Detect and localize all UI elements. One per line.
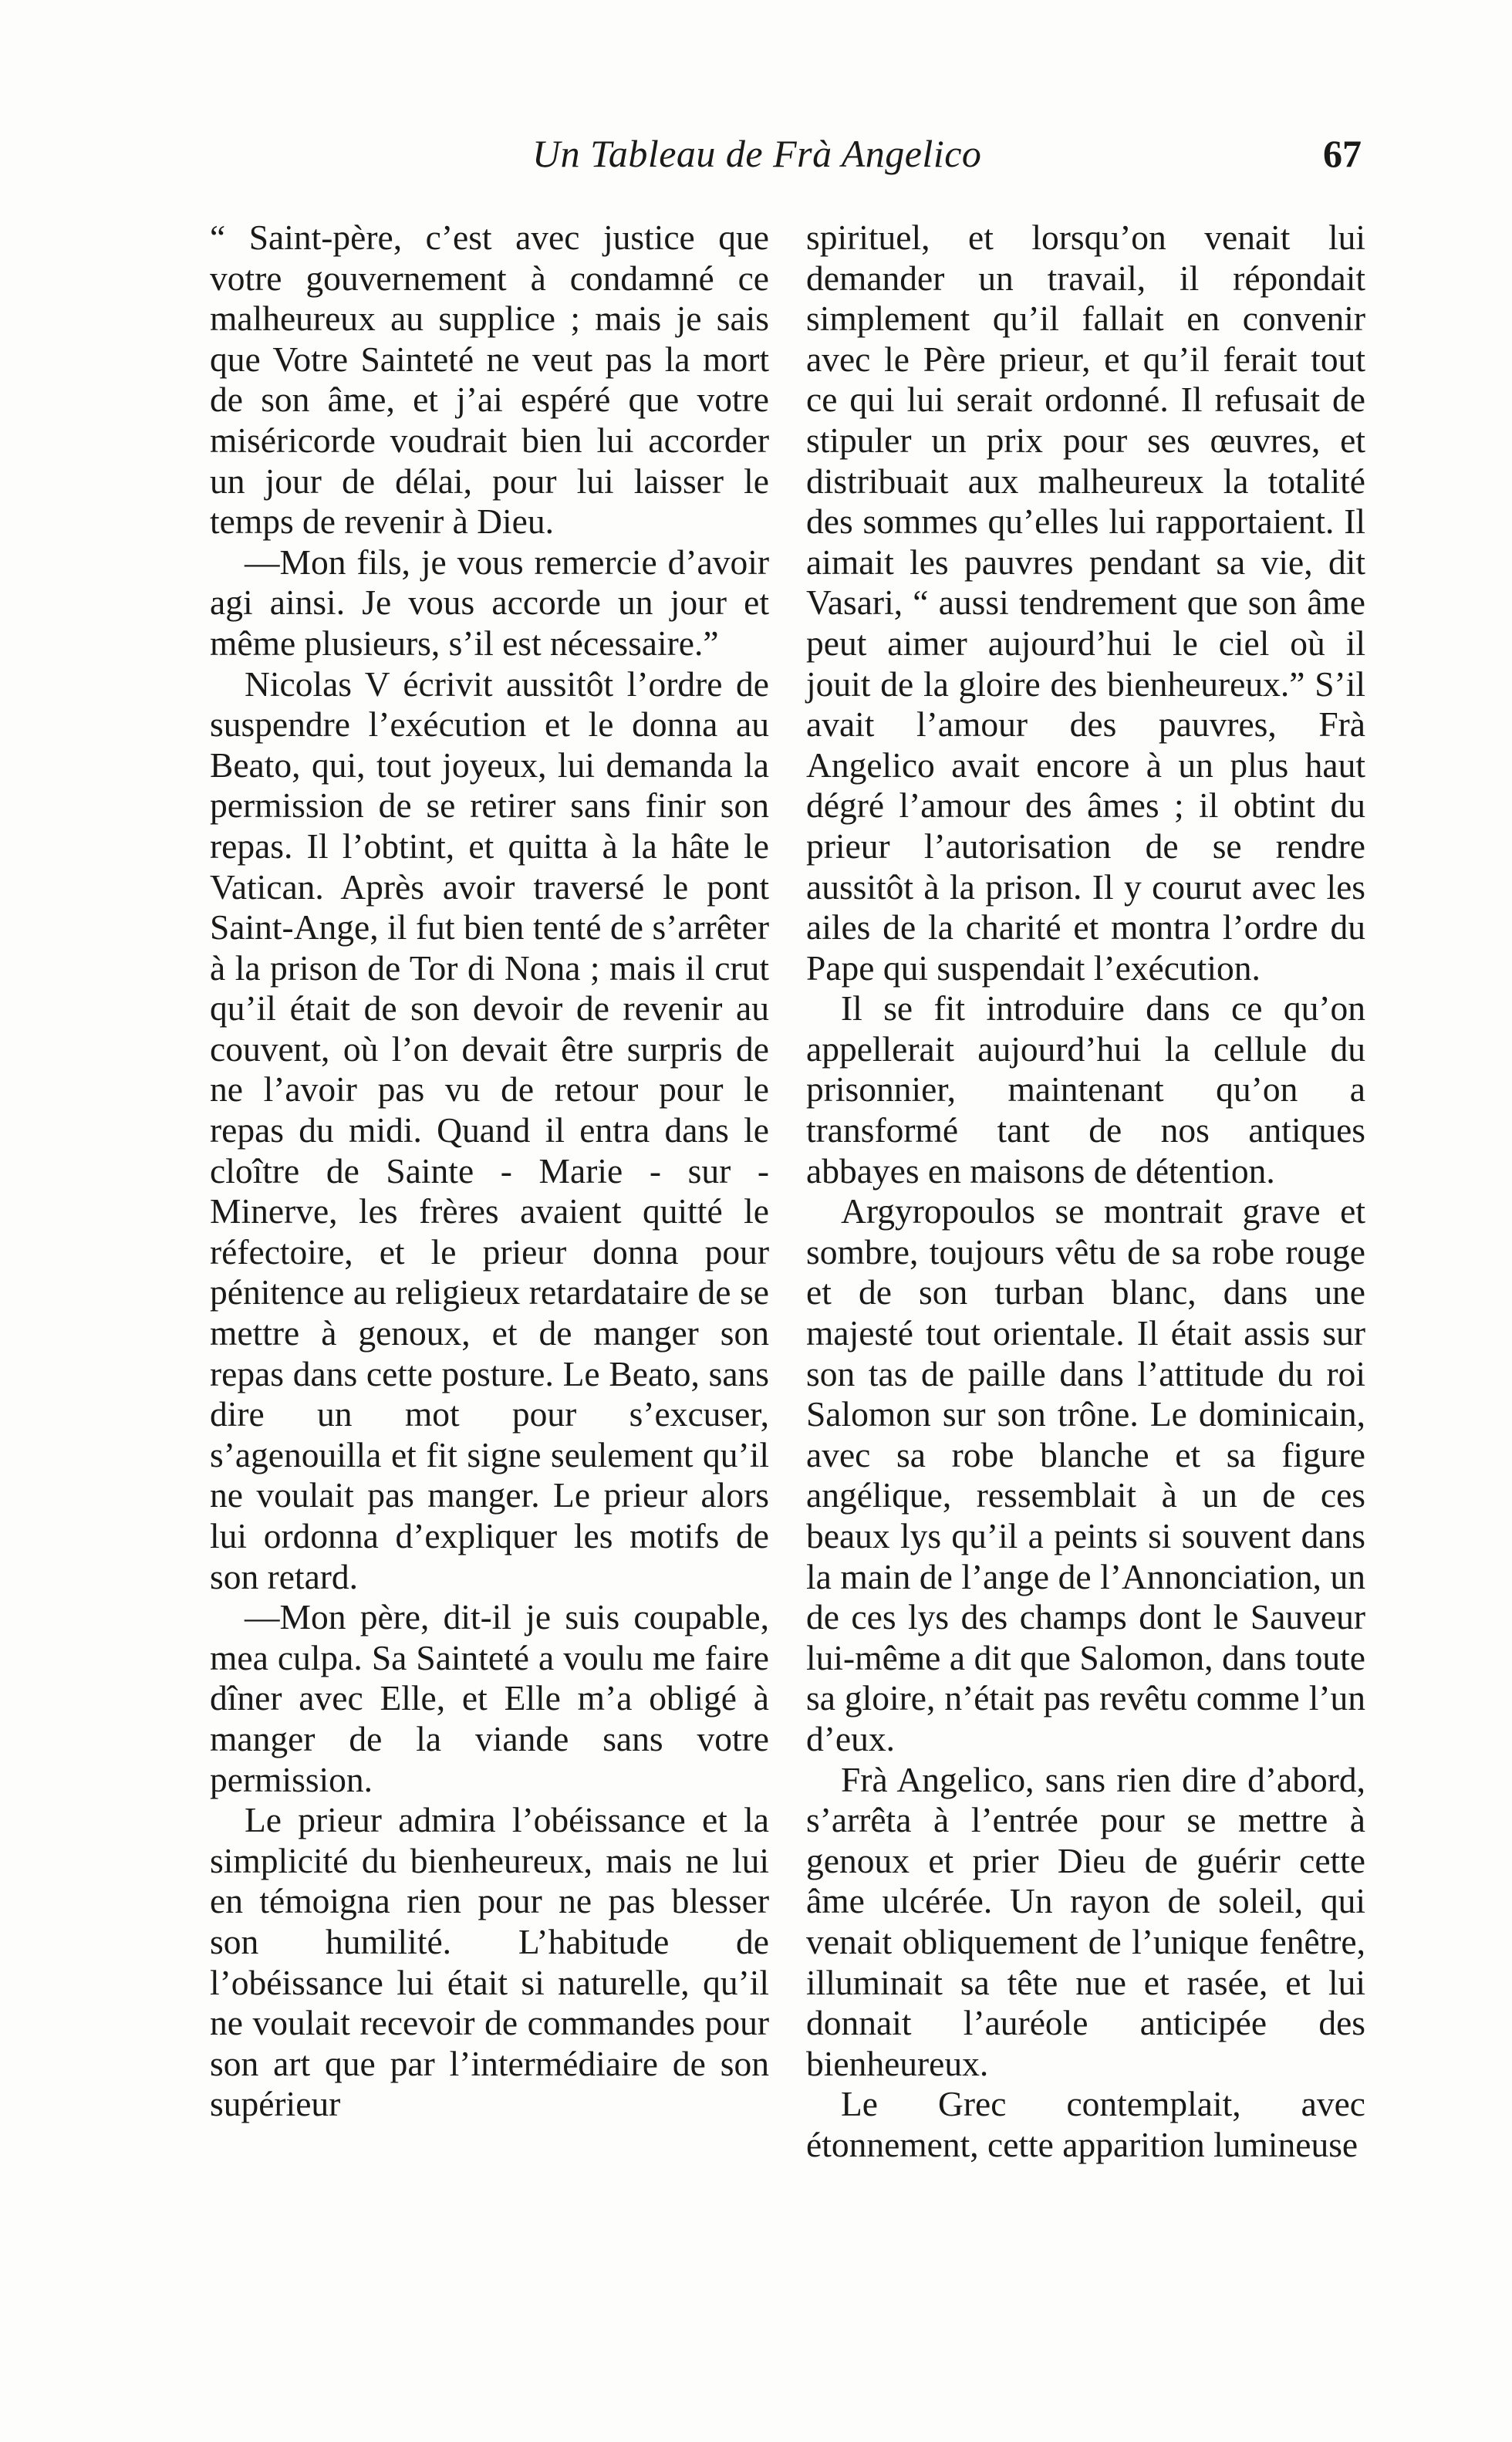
page-number: 67: [1323, 132, 1362, 175]
paragraph: spirituel, et lorsqu’on venait lui demander un travail, il répondait simplement qu’il fallait en convenir avec le Père prieur, et qu’il ferait tout ce qui lui serait ordonné. Il refusait de stipuler un prix pour ses œuvres, et distribuait aux malheureux la totalité des sommes qu’elles lui rapportaient. Il aimait les pauvres pendant sa vie, dit Vasari, “ aussi tendrement que son âme peut aimer aujourd’hui le ciel où il jouit de la gloire des bienheureux.” S’il avait l’amour des pauvres, Frà Angelico avait encore à un plus haut dégré l’amour des âmes ; il obtint du prieur l’autorisation de se rendre aussitôt à la prison. Il y courut avec les ailes de la charité et montra l’ordre du Pape qui suspendait l’exécution.: [806, 218, 1365, 988]
paragraph: Le prieur admira l’obéissance et la simplicité du bienheureux, mais ne lui en témoigna rien pour ne pas blesser son humilité. L’habitude de l’obéissance lui était si naturelle, qu’il ne voulait recevoir de commandes pour son art que par l’intermédiaire de son supérieur: [210, 1800, 769, 2124]
paragraph: Nicolas V écrivit aussitôt l’ordre de suspendre l’exécution et le donna au Beato, qui, tout joyeux, lui demanda la permission de se retirer sans finir son repas. Il l’obtint, et quitta à la hâte le Vatican. Après avoir traversé le pont Saint-Ange, il fut bien tenté de s’arrêter à la prison de Tor di Nona ; mais il crut qu’il était de son devoir de revenir au couvent, où l’on devait être surpris de ne l’avoir pas vu de retour pour le repas du midi. Quand il entra dans le cloître de Sainte - Marie - sur - Minerve, les frères avaient quitté le réfectoire, et le prieur donna pour pénitence au religieux retardataire de se mettre à genoux, et de manger son repas dans cette posture. Le Beato, sans dire un mot pour s’excuser, s’agenouilla et fit signe seulement qu’il ne voulait pas manger. Le prieur alors lui ordonna d’expliquer les motifs de son retard.: [210, 664, 769, 1596]
left-column: [210, 218, 769, 2125]
right-column: [806, 218, 1365, 2166]
paragraph: Frà Angelico, sans rien dire d’abord, s’arrêta à l’entrée pour se mettre à genoux et prier Dieu de guérir cette âme ulcérée. Un rayon de soleil, qui venait obliquement de l’unique fenêtre, illuminait sa tête nue et rasée, et lui donnait l’auréole anticipée des bienheureux.: [806, 1759, 1365, 2083]
paragraph: Il se fit introduire dans ce qu’on appellerait aujourd’hui la cellule du prisonnier, maintenant qu’on a transformé tant de nos antiques abbayes en maisons de détention.: [806, 988, 1365, 1191]
paragraph: Argyropoulos se montrait grave et sombre, toujours vêtu de sa robe rouge et de son turban blanc, dans une majesté tout orientale. Il était assis sur son tas de paille dans l’attitude du roi Salomon sur son trône. Le dominicain, avec sa robe blanche et sa figure angélique, ressemblait à un de ces beaux lys qu’il a peints si souvent dans la main de l’ange de l’Annonciation, un de ces lys des champs dont le Sauveur lui-même a dit que Salomon, dans toute sa gloire, n’était pas revêtu comme l’un d’eux.: [806, 1191, 1365, 1758]
paragraph: “ Saint-père, c’est avec justice que votre gouvernement à condamné ce malheureux au supplice ; mais je sais que Votre Sainteté ne veut pas la mort de son âme, et j’ai espéré que votre miséricorde voudrait bien lui accorder un jour de délai, pour lui laisser le temps de revenir à Dieu.: [210, 218, 769, 542]
running-title: Un Tableau de Frà Angelico: [532, 132, 982, 175]
paragraph: Le Grec contemplait, avec étonnement, cette apparition lumineuse: [806, 2084, 1365, 2164]
paragraph: —Mon père, dit-il je suis coupable, mea culpa. Sa Sainteté a voulu me faire dîner avec Elle, et Elle m’a obligé à manger de la viande sans votre permission.: [210, 1597, 769, 1799]
paragraph: —Mon fils, je vous remercie d’avoir agi ainsi. Je vous accorde un jour et même plusieurs, s’il est nécessaire.”: [210, 542, 769, 663]
